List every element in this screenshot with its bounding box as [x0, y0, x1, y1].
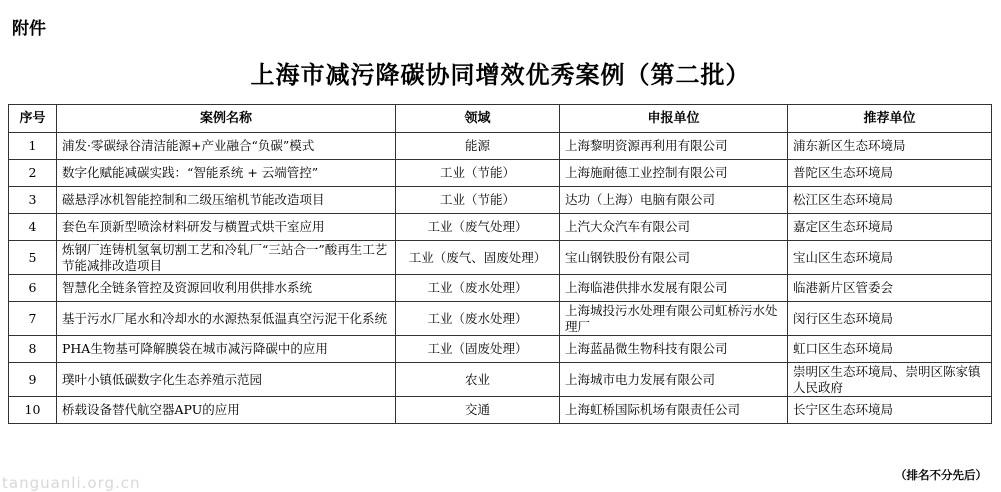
- document-title: 上海市减污降碳协同增效优秀案例（第二批）: [250, 60, 751, 89]
- cell-field: 工业（废水处理）: [396, 275, 560, 302]
- cell-case-name: 智慧化全链条管控及资源回收利用供排水系统: [57, 275, 396, 302]
- cell-field: 工业（固废处理）: [396, 336, 560, 363]
- cell-recommender: 崇明区生态环境局、崇明区陈家镇人民政府: [788, 363, 992, 397]
- cell-applicant: 上海虹桥国际机场有限责任公司: [560, 397, 788, 424]
- cell-recommender: 宝山区生态环境局: [788, 241, 992, 275]
- table-row: [9, 160, 992, 187]
- cell-no: 10: [9, 397, 57, 424]
- cell-field: 农业: [396, 363, 560, 397]
- cell-case-name: 基于污水厂尾水和冷却水的水源热泵低温真空污泥干化系统: [57, 302, 396, 336]
- cell-no: 4: [9, 214, 57, 241]
- watermark: tanguanli.org.cn: [2, 474, 141, 492]
- cell-applicant: 上海临港供排水发展有限公司: [560, 275, 788, 302]
- cell-no: 2: [9, 160, 57, 187]
- cell-field: 工业（废水处理）: [396, 302, 560, 336]
- cases-table: [8, 104, 992, 424]
- cell-applicant: 达功（上海）电脑有限公司: [560, 187, 788, 214]
- cell-case-name: 浦发·零碳绿谷清洁能源+产业融合“负碳”模式: [57, 133, 396, 160]
- header-recommender: 推荐单位: [788, 105, 992, 133]
- cell-field: 工业（废气处理）: [396, 214, 560, 241]
- cell-recommender: 临港新片区管委会: [788, 275, 992, 302]
- cell-no: 8: [9, 336, 57, 363]
- cell-field: 能源: [396, 133, 560, 160]
- cell-recommender: 长宁区生态环境局: [788, 397, 992, 424]
- cell-recommender: 闵行区生态环境局: [788, 302, 992, 336]
- cell-field: 工业（节能）: [396, 187, 560, 214]
- cell-applicant: 上海城市电力发展有限公司: [560, 363, 788, 397]
- ranking-footnote: （排名不分先后）: [895, 468, 987, 482]
- cell-field: 交通: [396, 397, 560, 424]
- cell-no: 3: [9, 187, 57, 214]
- cell-applicant: 上汽大众汽车有限公司: [560, 214, 788, 241]
- cell-recommender: 虹口区生态环境局: [788, 336, 992, 363]
- cell-applicant: 上海城投污水处理有限公司虹桥污水处理厂: [560, 302, 788, 336]
- table-row: [9, 241, 992, 275]
- cell-applicant: 上海施耐德工业控制有限公司: [560, 160, 788, 187]
- cell-no: 1: [9, 133, 57, 160]
- table-row: [9, 336, 992, 363]
- cell-no: 9: [9, 363, 57, 397]
- table-row: [9, 275, 992, 302]
- cell-applicant: 上海黎明资源再利用有限公司: [560, 133, 788, 160]
- cell-no: 7: [9, 302, 57, 336]
- table-row: [9, 397, 992, 424]
- table-row: [9, 363, 992, 397]
- cell-case-name: 桥载设备替代航空器APU的应用: [57, 397, 396, 424]
- table-row: [9, 302, 992, 336]
- table-row: [9, 187, 992, 214]
- cell-case-name: 数字化赋能减碳实践：“智能系统 + 云端管控”: [57, 160, 396, 187]
- table-row: [9, 214, 992, 241]
- header-no: 序号: [9, 105, 57, 133]
- cell-field: 工业（废气、固废处理）: [396, 241, 560, 275]
- header-applicant: 申报单位: [560, 105, 788, 133]
- header-case-name: 案例名称: [57, 105, 396, 133]
- cell-case-name: 炼钢厂连铸机氢氧切割工艺和冷轧厂“三站合一”酸再生工艺节能减排改造项目: [57, 241, 396, 275]
- cell-case-name: 璞叶小镇低碳数字化生态养殖示范园: [57, 363, 396, 397]
- cell-no: 6: [9, 275, 57, 302]
- table-row: [9, 133, 992, 160]
- cell-recommender: 松江区生态环境局: [788, 187, 992, 214]
- cell-recommender: 嘉定区生态环境局: [788, 214, 992, 241]
- header-field: 领域: [396, 105, 560, 133]
- cell-field: 工业（节能）: [396, 160, 560, 187]
- table-header-row: [9, 105, 992, 133]
- cell-case-name: 磁悬浮冰机智能控制和二级压缩机节能改造项目: [57, 187, 396, 214]
- cell-recommender: 普陀区生态环境局: [788, 160, 992, 187]
- cell-applicant: 上海蓝晶微生物科技有限公司: [560, 336, 788, 363]
- cell-case-name: PHA生物基可降解膜袋在城市减污降碳中的应用: [57, 336, 396, 363]
- attachment-label: 附件: [12, 19, 46, 39]
- cell-case-name: 套色车顶新型喷涂材料研发与横置式烘干室应用: [57, 214, 396, 241]
- cell-no: 5: [9, 241, 57, 275]
- cell-applicant: 宝山钢铁股份有限公司: [560, 241, 788, 275]
- cell-recommender: 浦东新区生态环境局: [788, 133, 992, 160]
